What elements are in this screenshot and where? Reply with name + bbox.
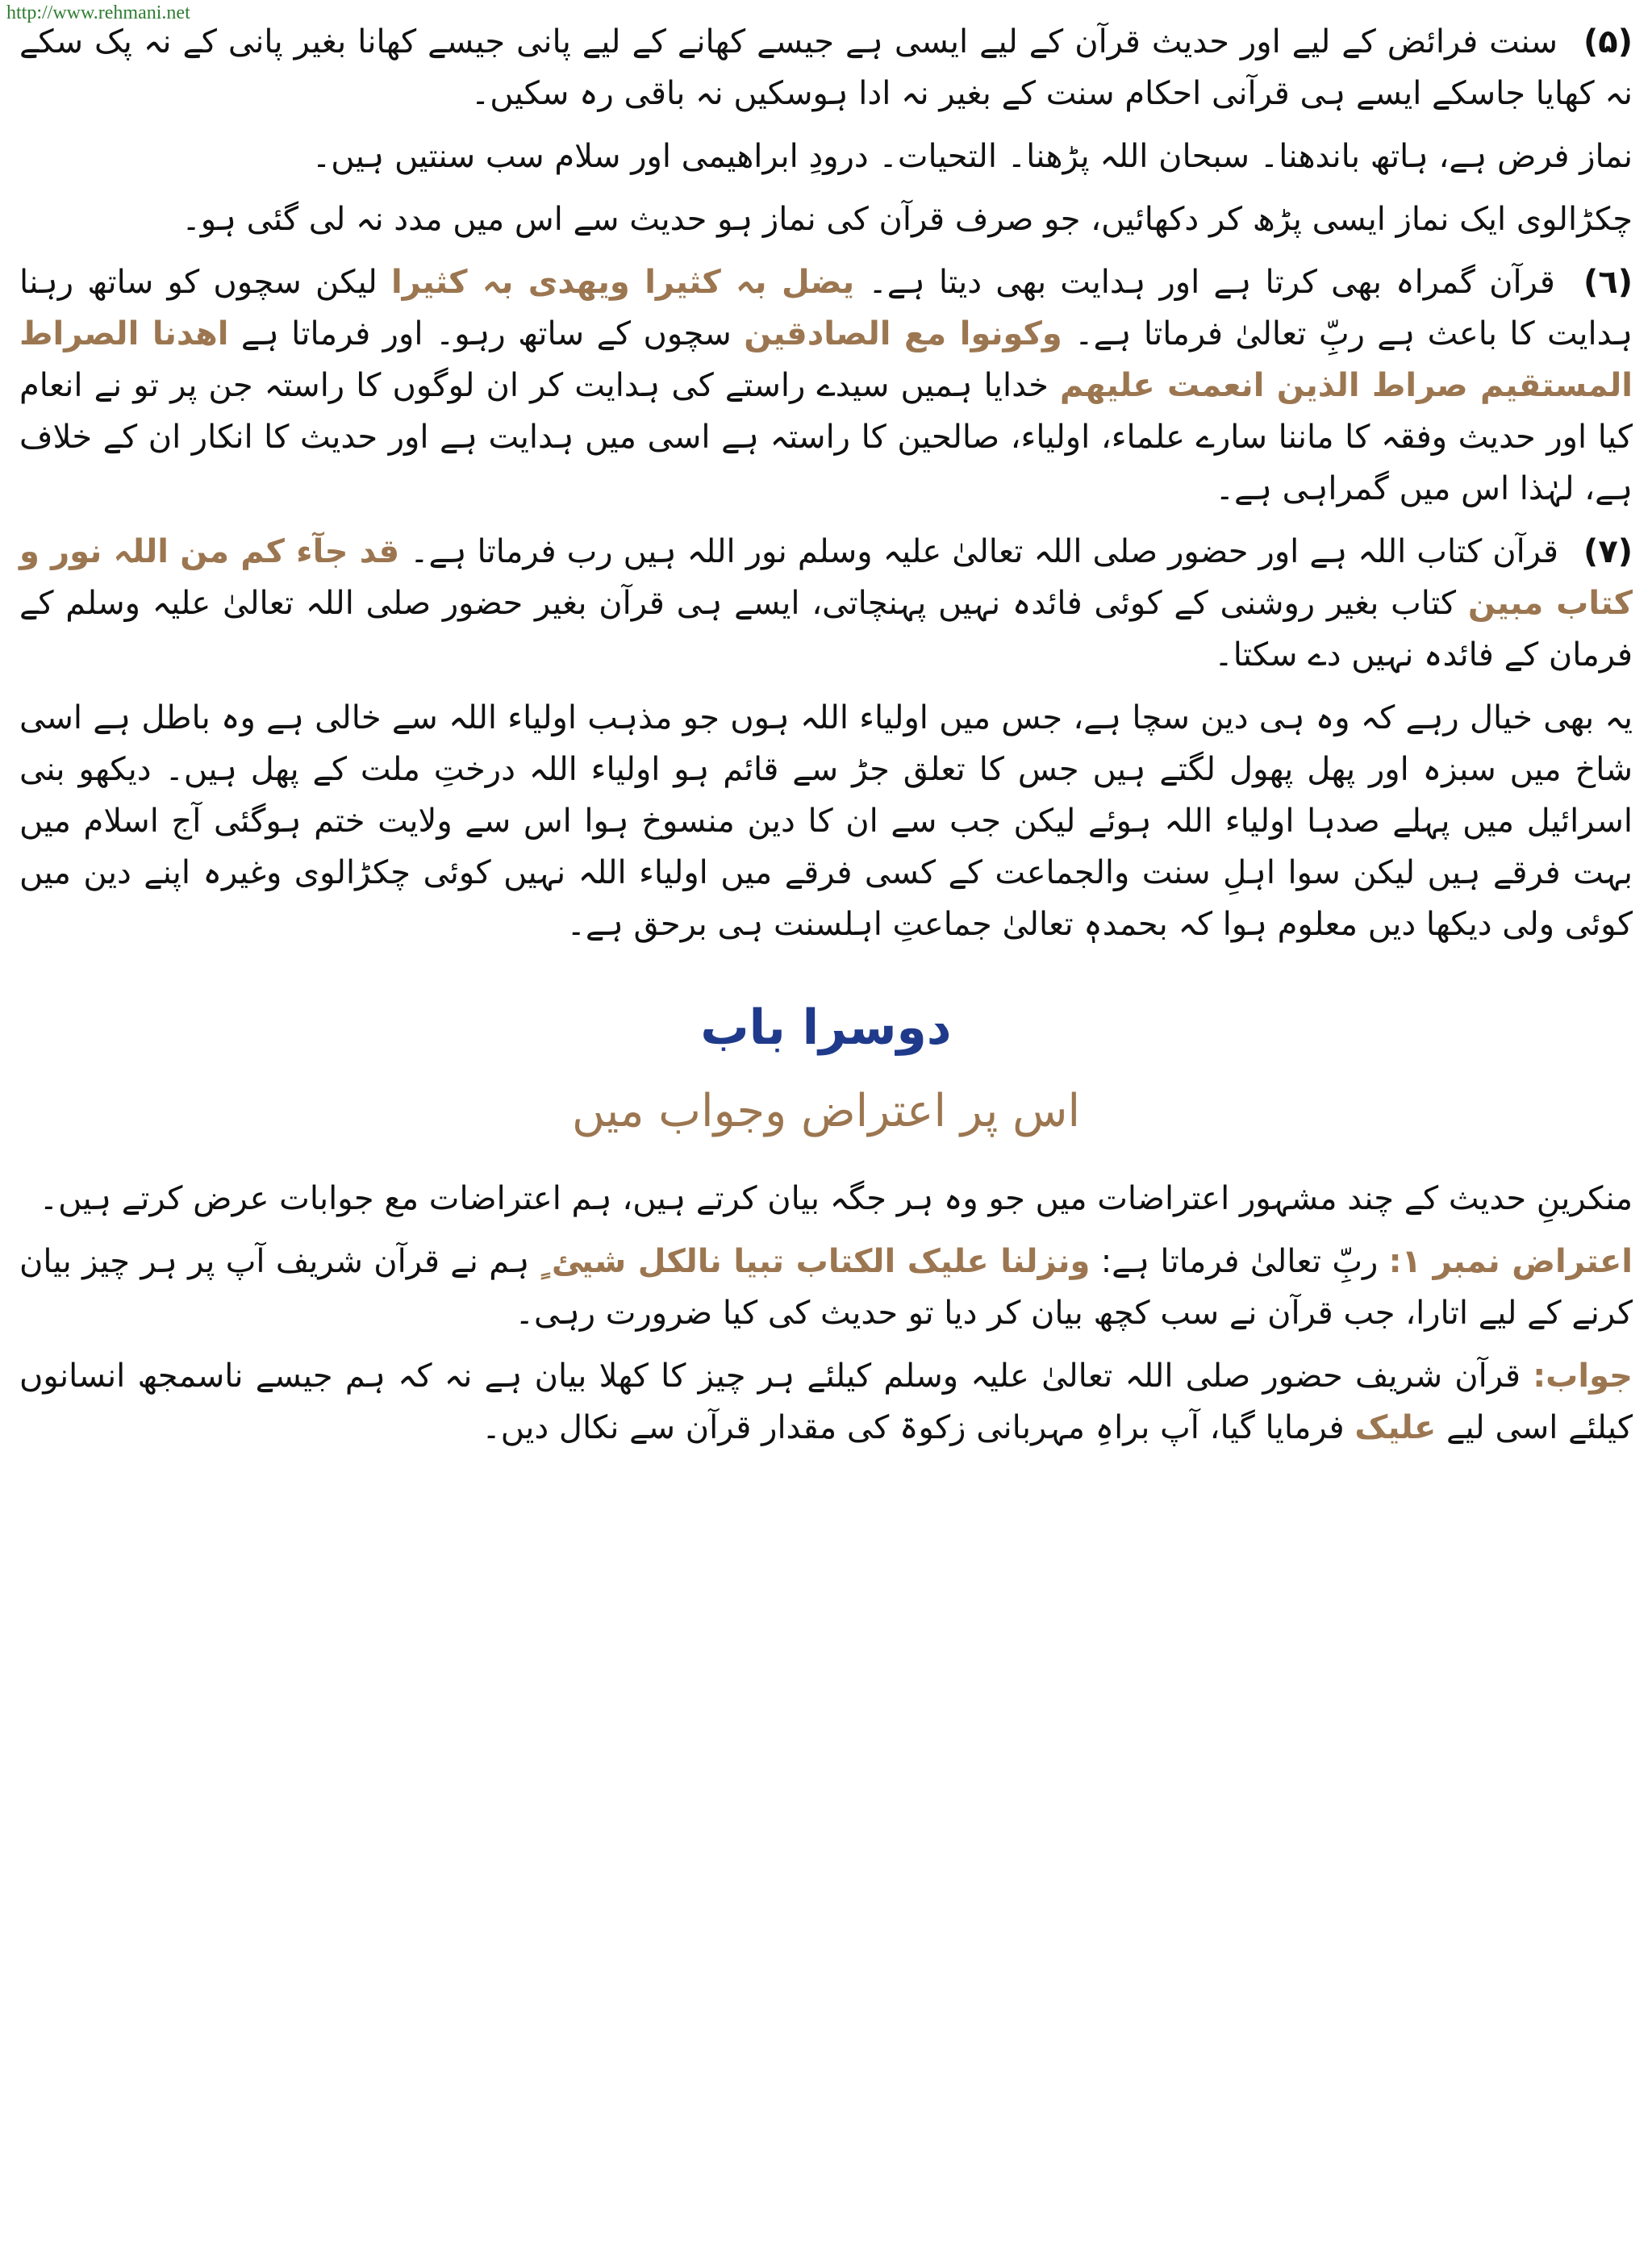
answer-1-text-2: فرمایا گیا، آپ براہِ مہربانی زکوۃ کی مقدار قرآن سے نکال دیں۔: [482, 1409, 1345, 1446]
answer-1-text-1: قرآن شریف حضور صلی اللہ تعالیٰ علیہ وسلم کیلئے ہر چیز کا کھلا بیان ہے نہ کہ ہم جیسے ناسمجھ انسانوں کیلئے اسی لیے: [19, 1358, 1633, 1446]
section-7-paragraph: [19, 526, 1633, 681]
answer-1-paragraph: [19, 1350, 1633, 1454]
section-5-paragraph: [19, 16, 1633, 119]
objection-1-label: اعتراض نمبر ۱:: [1388, 1243, 1633, 1280]
objection-1-paragraph: [19, 1236, 1633, 1339]
section-5-line-3: چکڑالوی ایک نماز ایسی پڑھ کر دکھائیں، جو صرف قرآن کی نماز ہو حدیث سے اس میں مدد نہ لی گئی ہو۔: [181, 201, 1633, 238]
chapter-subtitle: اس پر اعتراض وجواب میں: [571, 1085, 1081, 1137]
section-6-text-1: قرآن گمراہ بھی کرتا ہے اور ہدایت بھی دیتا ہے۔: [868, 264, 1555, 301]
section-6-text-3: سچوں کے ساتھ رہو۔ اور فرماتا ہے: [240, 315, 732, 352]
source-url-link[interactable]: http://www.rehmani.net: [6, 2, 190, 23]
section-6-paragraph: [19, 257, 1633, 515]
answer-1-arabic: علیک: [1354, 1409, 1437, 1446]
document-page: [19, 16, 1633, 1465]
section-6-text-4: خدایا ہمیں سیدے راستے کی ہدایت کر ان لوگوں کا راستہ جن پر تو نے انعام کیا اور حدیث وفقہ کا ماننا سارے علماء، اولیاء، صالحین کا راستہ ہے اسی میں ہدایت ہے اور حدیث کا انکار ان کے خلاف ہے، لہٰذا اس میں گمراہی ہے۔: [19, 367, 1633, 507]
section-7-text-2: کتاب بغیر روشنی کے کوئی فائدہ نہیں پہنچاتی، ایسے ہی قرآن بغیر حضور صلی اللہ تعالیٰ علیہ وسلم کے فرمان کے فائدہ نہیں دے سکتا۔: [19, 585, 1633, 674]
section-6-arabic-3: اھدنا الصراط المستقیم صراط الذین انعمت علیھم: [19, 315, 1633, 404]
section-5-number: (۵): [1583, 23, 1633, 60]
objection-1-text-2: ہم نے قرآن شریف آپ پر ہر چیز بیان کرنے کے لیے اتارا، جب قرآن نے سب کچھ بیان کر دیا تو حدیث کی کیا ضرورت رہی۔: [19, 1243, 1633, 1332]
objection-1-text-1: ربِّ تعالیٰ فرماتا ہے:: [1100, 1243, 1379, 1280]
section-6-number: (٦): [1583, 264, 1633, 301]
answer-1-label: جواب:: [1533, 1358, 1633, 1395]
section-7-text-1: قرآن کتاب اللہ ہے اور حضور صلی اللہ تعالیٰ علیہ وسلم نور اللہ ہیں رب فرماتا ہے۔: [410, 533, 1558, 570]
chapter-title: دوسرا باب: [700, 999, 952, 1056]
section-6-arabic-1: یضل بہ کثیرا ویھدی بہ کثیرا: [390, 264, 855, 301]
objection-1-arabic: ونزلنا علیک الکتاب تبیا نالکل شیئ ٍ: [540, 1243, 1091, 1280]
section-7-number: (۷): [1583, 533, 1633, 570]
section-6-arabic-2: وکونوا مع الصادقین: [744, 315, 1062, 352]
section-5-text: سنت فرائض کے لیے اور حدیث قرآن کے لیے ایسی ہے جیسے کھانے کے لیے پانی جیسے کھانا بغیر پانی کے نہ پک سکے نہ کھایا جاسکے ایسے ہی قرآنی احکام سنت کے بغیر نہ ادا ہوسکیں نہ باقی رہ سکیں۔: [19, 23, 1633, 112]
section-6-text-2: لیکن سچوں کو ساتھ رہنا ہدایت کا باعث ہے ربِّ تعالیٰ فرماتا ہے۔: [19, 264, 1633, 352]
section-7-paragraph-2: یہ بھی خیال رہے کہ وہ ہی دین سچا ہے، جس میں اولیاء اللہ ہوں جو مذہب اولیاء اللہ سے خالی ہے وہ باطل ہے اسی شاخ میں سبزہ اور پھل پھول لگتے ہیں جس کا تعلق جڑ سے قائم ہو اولیاء اللہ درختِ ملت کے پھل ہیں۔ دیکھو بنی اسرائیل میں پہلے صدہا اولیاء اللہ ہوئے لیکن جب سے ان کا دین منسوخ ہوا اس سے ولایت ختم ہوگئی آج اسلام میں بہت فرقے ہیں لیکن سوا اہلِ سنت والجماعت کے کسی فرقے میں اولیاء اللہ نہیں کوئی چکڑالوی وغیرہ اپنے دین میں کوئی ولی دیکھا دیں معلوم ہوا کہ بحمدہٖ تعالیٰ جماعتِ اہلسنت ہی برحق ہے۔: [19, 699, 1633, 943]
section-5-line-2: نماز فرض ہے، ہاتھ باندھنا۔ سبحان اللہ پڑھنا۔ التحیات۔ درودِ ابراھیمی اور سلام سب سنتیں ہیں۔: [311, 138, 1633, 175]
section-7-arabic-1: قد جآء کم من اللہ نور و کتاب مبین: [19, 533, 1633, 622]
chapter-intro: منکرینِ حدیث کے چند مشہور اعتراضات میں جو وہ ہر جگہ بیان کرتے ہیں، ہم اعتراضات مع جوابات عرض کرتے ہیں۔: [39, 1180, 1633, 1217]
